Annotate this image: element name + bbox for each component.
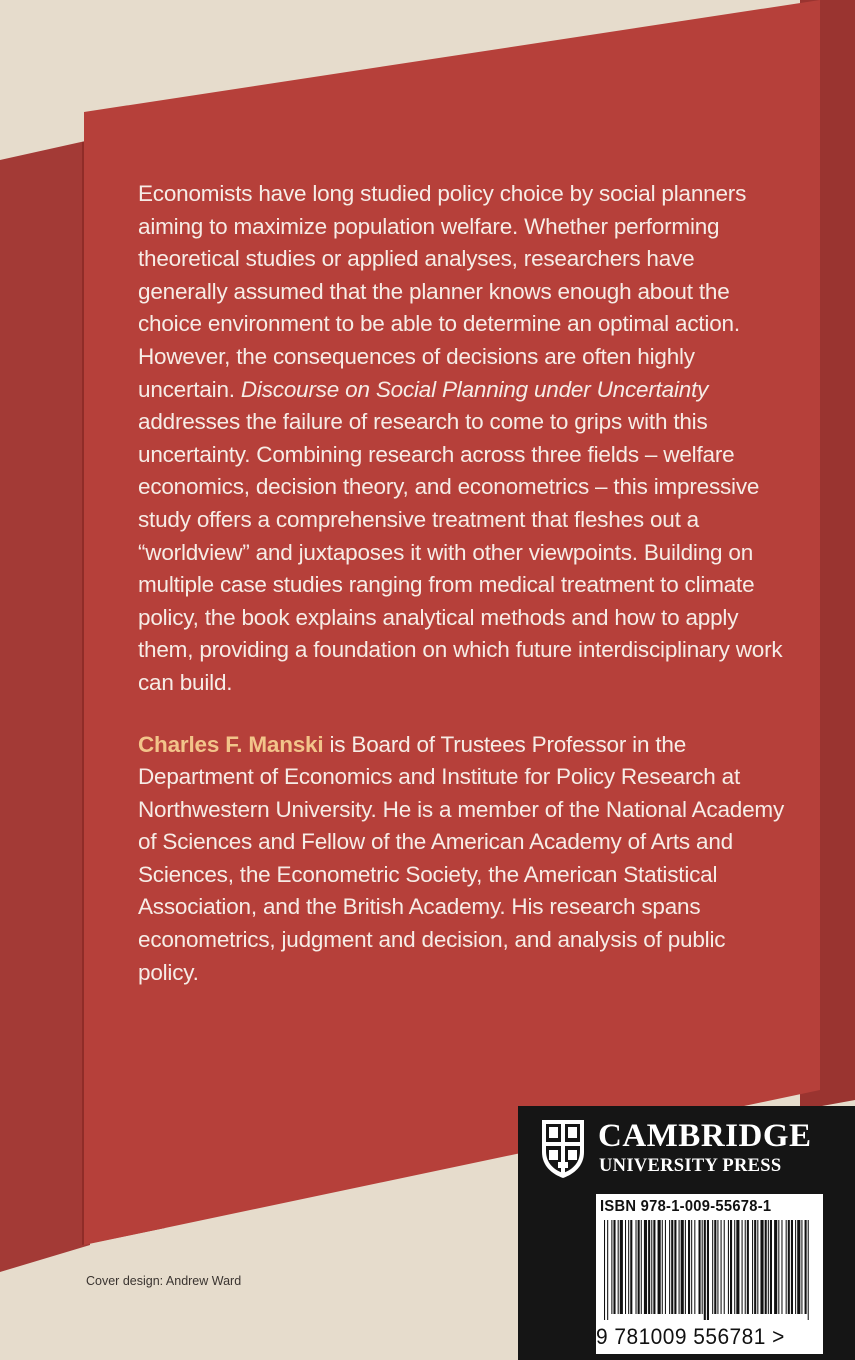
barcode-bar — [734, 1220, 735, 1314]
barcode-bar — [752, 1220, 753, 1314]
barcode-bar — [760, 1220, 763, 1314]
barcode-bar — [691, 1220, 692, 1314]
barcode-bar — [665, 1220, 666, 1314]
author-name: Charles F. Manski — [138, 731, 324, 757]
publisher-subtitle: UNIVERSITY PRESS — [599, 1156, 782, 1176]
barcode-bar — [702, 1220, 703, 1314]
barcode-bar — [724, 1220, 725, 1314]
barcode-bar — [770, 1220, 772, 1314]
barcode-bar — [788, 1220, 790, 1314]
barcode-bar — [747, 1220, 749, 1314]
description-paragraph — [138, 178, 788, 700]
barcode-bar — [630, 1220, 632, 1314]
barcode-bar — [768, 1220, 769, 1314]
barcode-bar — [795, 1220, 796, 1314]
barcode-bar — [730, 1220, 732, 1314]
author-bio: is Board of Trustees Professor in the Department of Economics and Institute for Policy Research at Northwestern University. He is a member of the National Academy of Sciences and Fellow of the American Academy of Arts and Sciences, the Econometric Society, the American Statistical Association, and the British Academy. His research spans econometrics, judgment and decision, and analysis of public policy. — [138, 731, 784, 985]
barcode-bar — [641, 1220, 642, 1314]
description-text: Economists have long studied policy choice by social planners aiming to maximize population welfare. Whether performing theoretical studies or applied analyses, researchers have generally assumed that the planner knows enough about the choice environment to be able to determine an optimal action. However, the consequences of decisions are often highly uncertain. — [138, 181, 747, 402]
barcode-bars — [602, 1220, 814, 1320]
barcode-bar — [671, 1220, 673, 1314]
barcode-bar — [781, 1220, 782, 1314]
book-title: Discourse on Social Planning under Uncertainty — [240, 376, 709, 402]
barcode-bar — [707, 1220, 709, 1320]
barcode-digits: 9 781009 556781 > — [596, 1324, 785, 1349]
barcode-bar — [611, 1220, 612, 1314]
barcode-bar — [736, 1220, 739, 1314]
barcode-bar — [742, 1220, 743, 1314]
barcode-bar — [613, 1220, 615, 1314]
barcode-bar — [618, 1220, 619, 1314]
barcode-bar — [607, 1220, 608, 1320]
barcode-bar — [714, 1220, 716, 1314]
publisher-name: CAMBRIDGE — [598, 1118, 812, 1154]
barcode-bar — [651, 1220, 652, 1314]
barcode-bar — [688, 1220, 690, 1314]
barcode-bar — [628, 1220, 629, 1314]
barcode-bar — [717, 1220, 718, 1314]
cover-credit: Cover design: Andrew Ward — [86, 1274, 242, 1288]
barcode-bar — [699, 1220, 701, 1314]
isbn-barcode — [596, 1194, 823, 1354]
barcode-bar — [704, 1220, 706, 1320]
barcode-bar — [712, 1220, 713, 1314]
barcode-bar — [669, 1220, 670, 1314]
barcode-bar — [774, 1220, 777, 1314]
barcode-bar — [648, 1220, 650, 1314]
barcode-bar — [620, 1220, 623, 1314]
isbn-label: ISBN 978-1-009-55678-1 — [600, 1198, 772, 1215]
barcode-bar — [765, 1220, 767, 1314]
barcode-bar — [791, 1220, 793, 1314]
back-cover-blurb — [138, 178, 788, 989]
barcode-bar — [636, 1220, 637, 1314]
barcode-bar — [685, 1220, 686, 1314]
barcode-bar — [786, 1220, 787, 1314]
barcode-bar — [805, 1220, 807, 1314]
barcode-bar — [679, 1220, 680, 1314]
barcode-bar — [644, 1220, 647, 1314]
barcode-bar — [653, 1220, 655, 1314]
barcode-bar — [778, 1220, 779, 1314]
barcode-bar — [808, 1220, 809, 1320]
barcode-bar — [754, 1220, 756, 1314]
barcode-bar — [801, 1220, 802, 1314]
barcode-bar — [625, 1220, 626, 1314]
barcode-bar — [658, 1220, 661, 1314]
barcode-bar — [757, 1220, 758, 1314]
barcode-bar — [694, 1220, 695, 1314]
barcode-bar — [662, 1220, 663, 1314]
barcode-bar — [721, 1220, 722, 1314]
barcode-bar — [604, 1220, 605, 1320]
description-text-continued: addresses the failure of research to come to grips with this uncertainty. Combining research across three fields – welfare economics, decision theory, and econometrics – this impressive study offers a comprehensive treatment that fleshes out a “worldview” and juxtaposes it with other viewpoints. Building on multiple case studies ranging from medical treatment to climate policy, the book explains analytical methods and how to apply them, providing a foundation on which future interdisciplinary work can build. — [138, 409, 783, 695]
publisher-barcode-block — [518, 1106, 855, 1360]
barcode-bar — [728, 1220, 729, 1314]
barcode-bar — [681, 1220, 684, 1314]
barcode-bar — [797, 1220, 800, 1314]
author-paragraph — [138, 729, 788, 990]
barcode-bar — [745, 1220, 746, 1314]
barcode-bar — [674, 1220, 676, 1314]
barcode-bar — [638, 1220, 640, 1314]
cambridge-shield-icon — [540, 1118, 586, 1180]
